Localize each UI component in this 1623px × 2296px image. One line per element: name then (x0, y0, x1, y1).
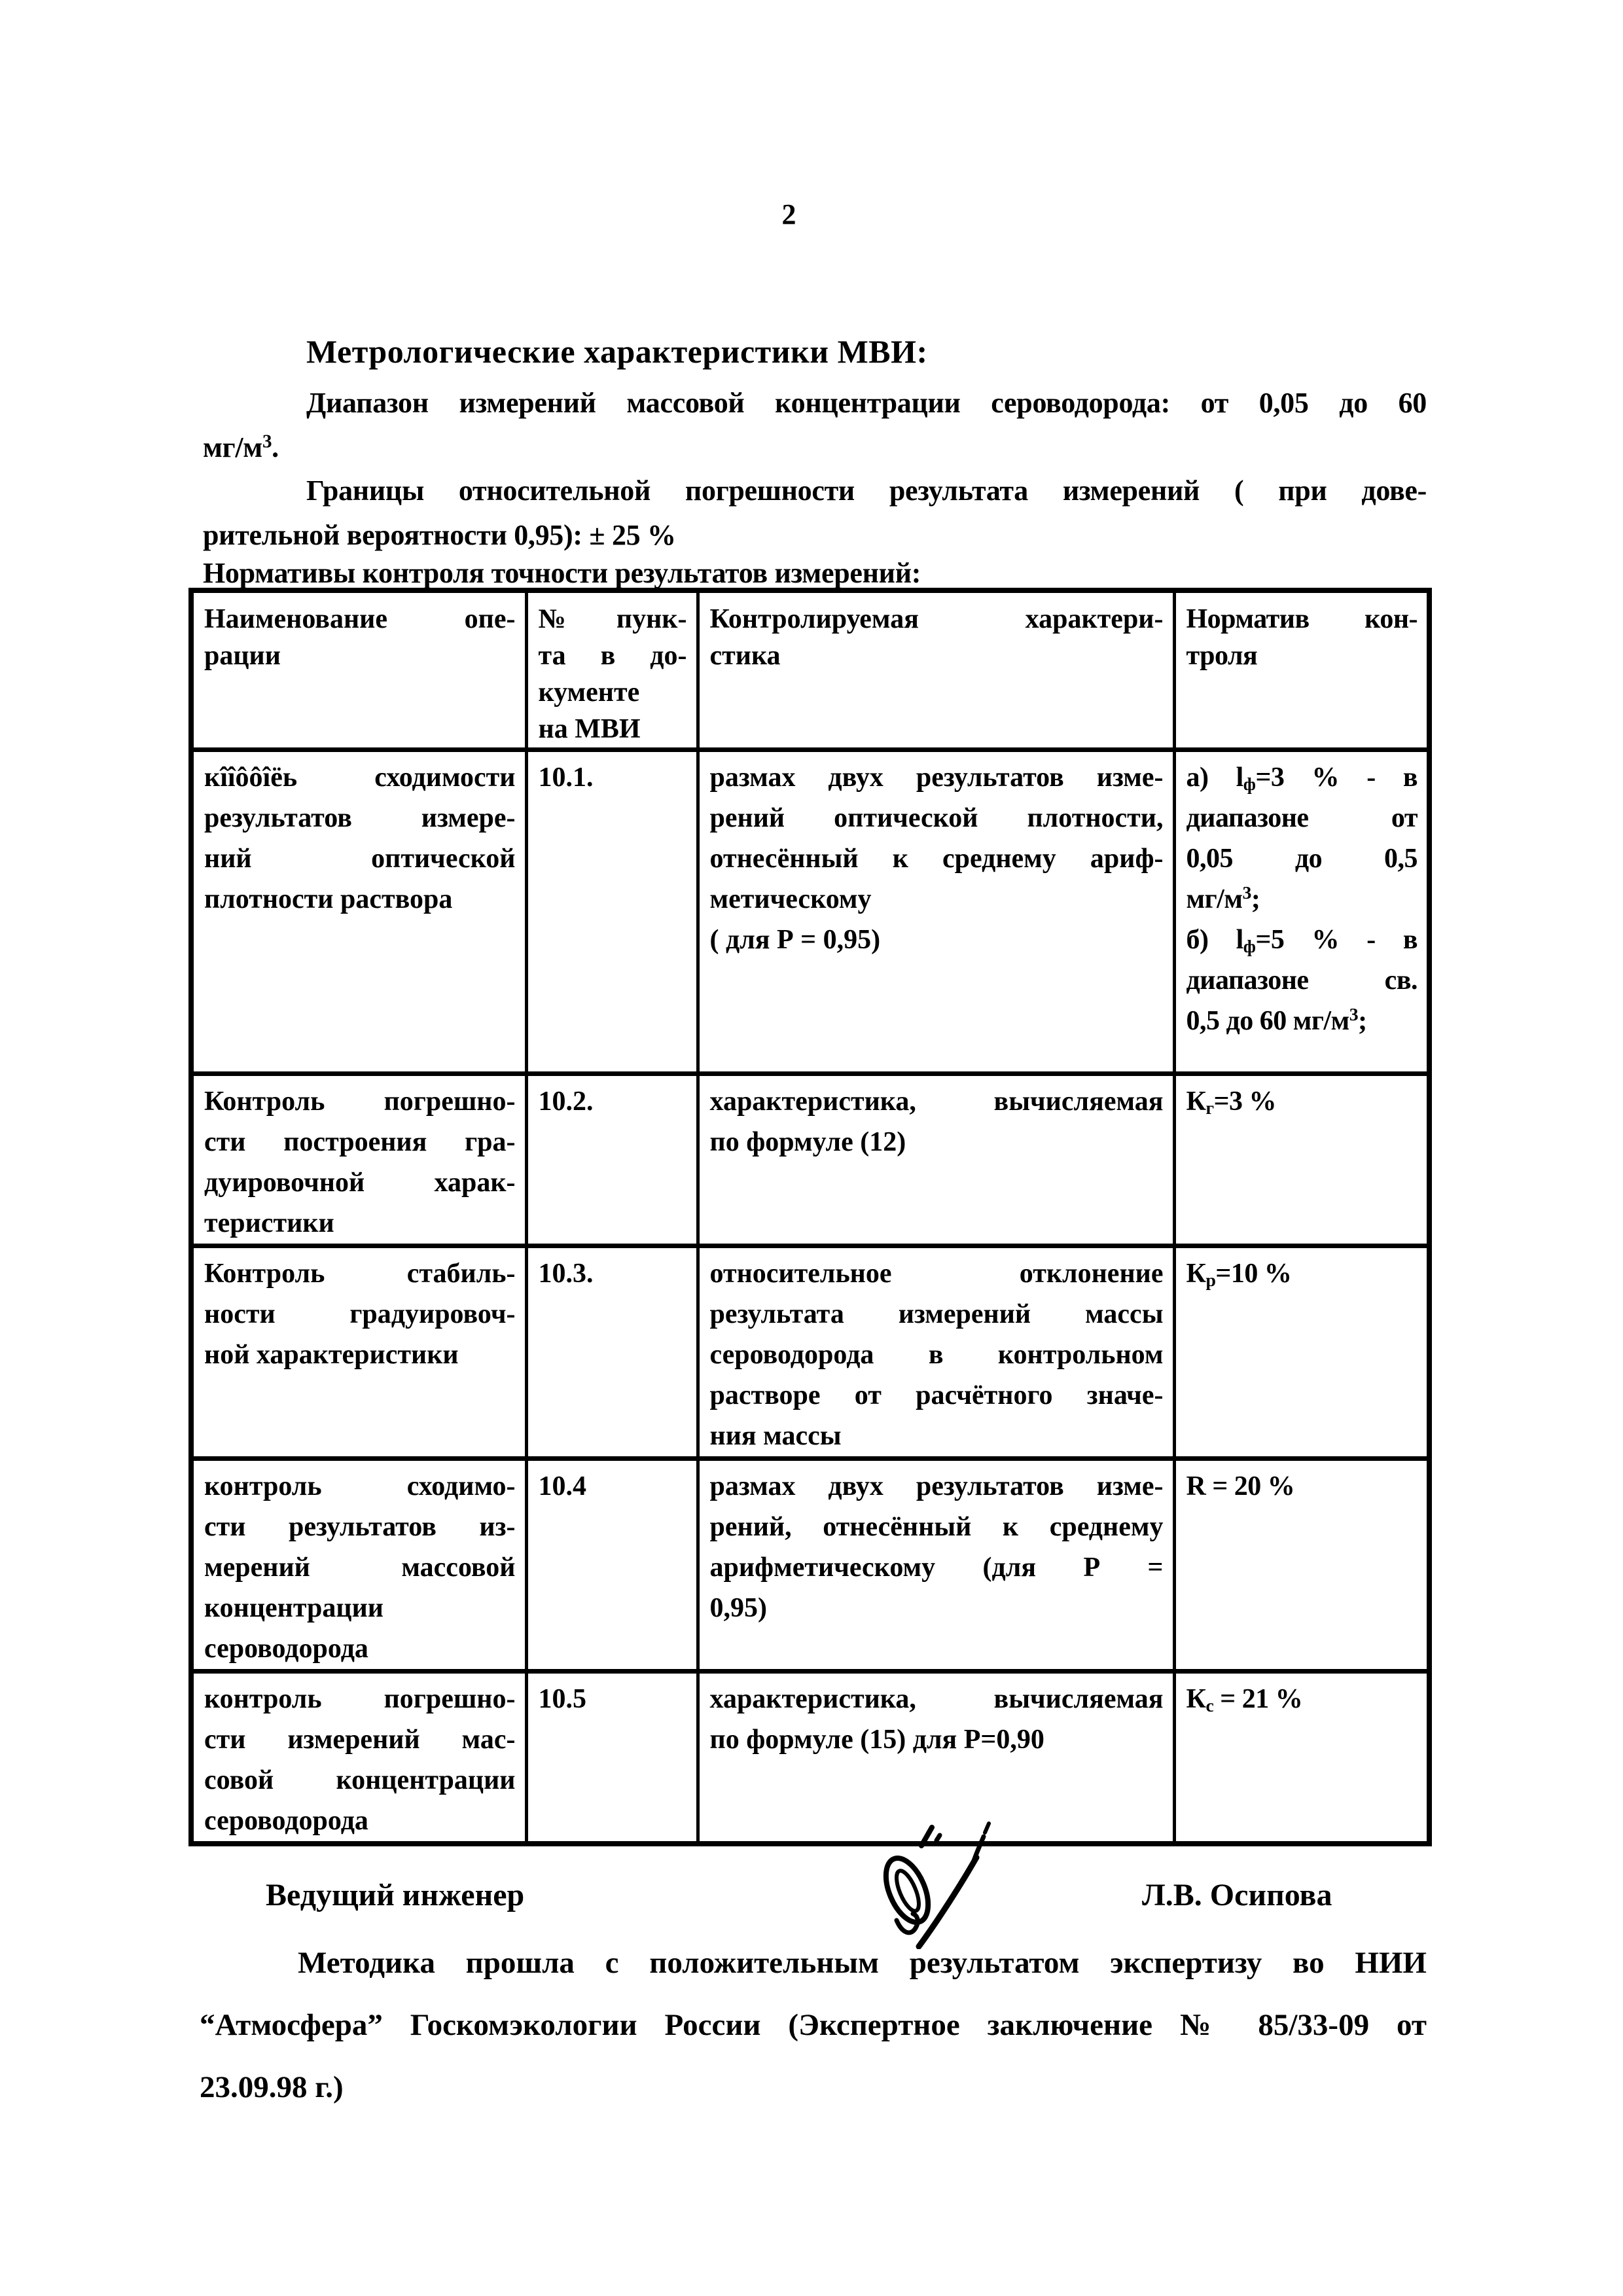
table-row-measurement-error-mass-concentration (191, 1672, 1429, 1844)
cell-clause-number: 10.2. (526, 1074, 698, 1246)
cell-controlled-characteristic: характеристика, вычисляемая по формуле (12) (698, 1074, 1174, 1246)
table-header-row (191, 590, 1429, 750)
cell-control-norm: $К_р=10$ % (1174, 1246, 1429, 1459)
cell-controlled-characteristic: относительное отклонение результата измерений массы сероводорода в контрольном растворе от расчётного значе- ния массы (698, 1246, 1174, 1459)
cell-control-norm: $К_г=3$ % (1174, 1074, 1429, 1246)
table-row-repeatability-mass-concentration (191, 1459, 1429, 1672)
accuracy-control-table (188, 588, 1432, 1846)
header-clause-number: № пунк- та в до- кументе на МВИ (526, 590, 698, 750)
signature-icon (870, 1818, 1001, 1949)
header-control-norm: Норматив кон- троля (1174, 590, 1429, 750)
paragraph-norms-intro: Нормативы контроля точности результатов измерений: (203, 557, 921, 589)
cell-controlled-characteristic: характеристика, вычисляемая по формуле (15) для Р=0,90 (698, 1672, 1174, 1844)
page-number: 2 (781, 198, 797, 230)
section-heading: Метрологические характеристики МВИ: (306, 333, 928, 370)
cell-clause-number: 10.1. (526, 750, 698, 1074)
cell-control-norm: $К_с = 21$ % (1174, 1672, 1429, 1844)
cell-control-norm: R = 20 % (1174, 1459, 1429, 1672)
cell-operation-name: Контроль стабиль- ности градуировоч- ной характеристики (191, 1246, 526, 1459)
table-row-calibration-error (191, 1074, 1429, 1246)
cell-operation-name: контроль погрешно- сти измерений мас- совой концентрации сероводорода (191, 1672, 526, 1844)
cell-operation-name: Контроль погрешно- сти построения гра- дуировочной харак- теристики (191, 1074, 526, 1246)
engineer-title: Ведущий инженер (266, 1878, 525, 1912)
cell-clause-number: 10.5 (526, 1672, 698, 1844)
header-controlled-characteristic: Контролируемая характери- стика (698, 590, 1174, 750)
paragraph-measurement-range: Диапазон измерений массовой концентрации сероводорода: от 0,05 до 60 $мг/м^3$. (203, 387, 1427, 463)
paragraph-error-limits: Границы относительной погрешности результата измерений ( при дове- рительной вероятности 0,95): ± 25 % (203, 475, 1427, 551)
cell-controlled-characteristic: размах двух результатов изме- рений, отнесённый к среднему арифметическому (для Р = 0,95) (698, 1459, 1174, 1672)
header-operation-name: Наименование опе- рации (191, 590, 526, 750)
cell-operation-name: контроль сходимо- сти результатов из- мерений массовой концентрации сероводорода (191, 1459, 526, 1672)
table-row-calibration-stability (191, 1246, 1429, 1459)
cell-operation-name: кîîôôîёь сходимости результатов измере- ний оптической плотности раствора (191, 750, 526, 1074)
table-row-repeatability-optical-density (191, 750, 1429, 1074)
cell-clause-number: 10.4 (526, 1459, 698, 1672)
expertise-note: Методика прошла с положительным результатом экспертизу во НИИ “Атмосфера” Госкомэкологии России (Экспертное заключение № 85/33-09 от 23.09.98 г.) (200, 1946, 1427, 2104)
cell-control-norm: а) $l_ф=3$ % - в диапазоне от 0,05 до 0,5 $мг/м^3$; б) $l_ф=5$ % - в диапазоне св. 0,5 до 60 $мг/м^3$; (1174, 750, 1429, 1074)
cell-clause-number: 10.3. (526, 1246, 698, 1459)
cell-controlled-characteristic: размах двух результатов изме- рений оптической плотности, отнесённый к среднему ариф- метическому ( для Р = 0,95) (698, 750, 1174, 1074)
signer-name: Л.В. Осипова (1142, 1878, 1332, 1912)
